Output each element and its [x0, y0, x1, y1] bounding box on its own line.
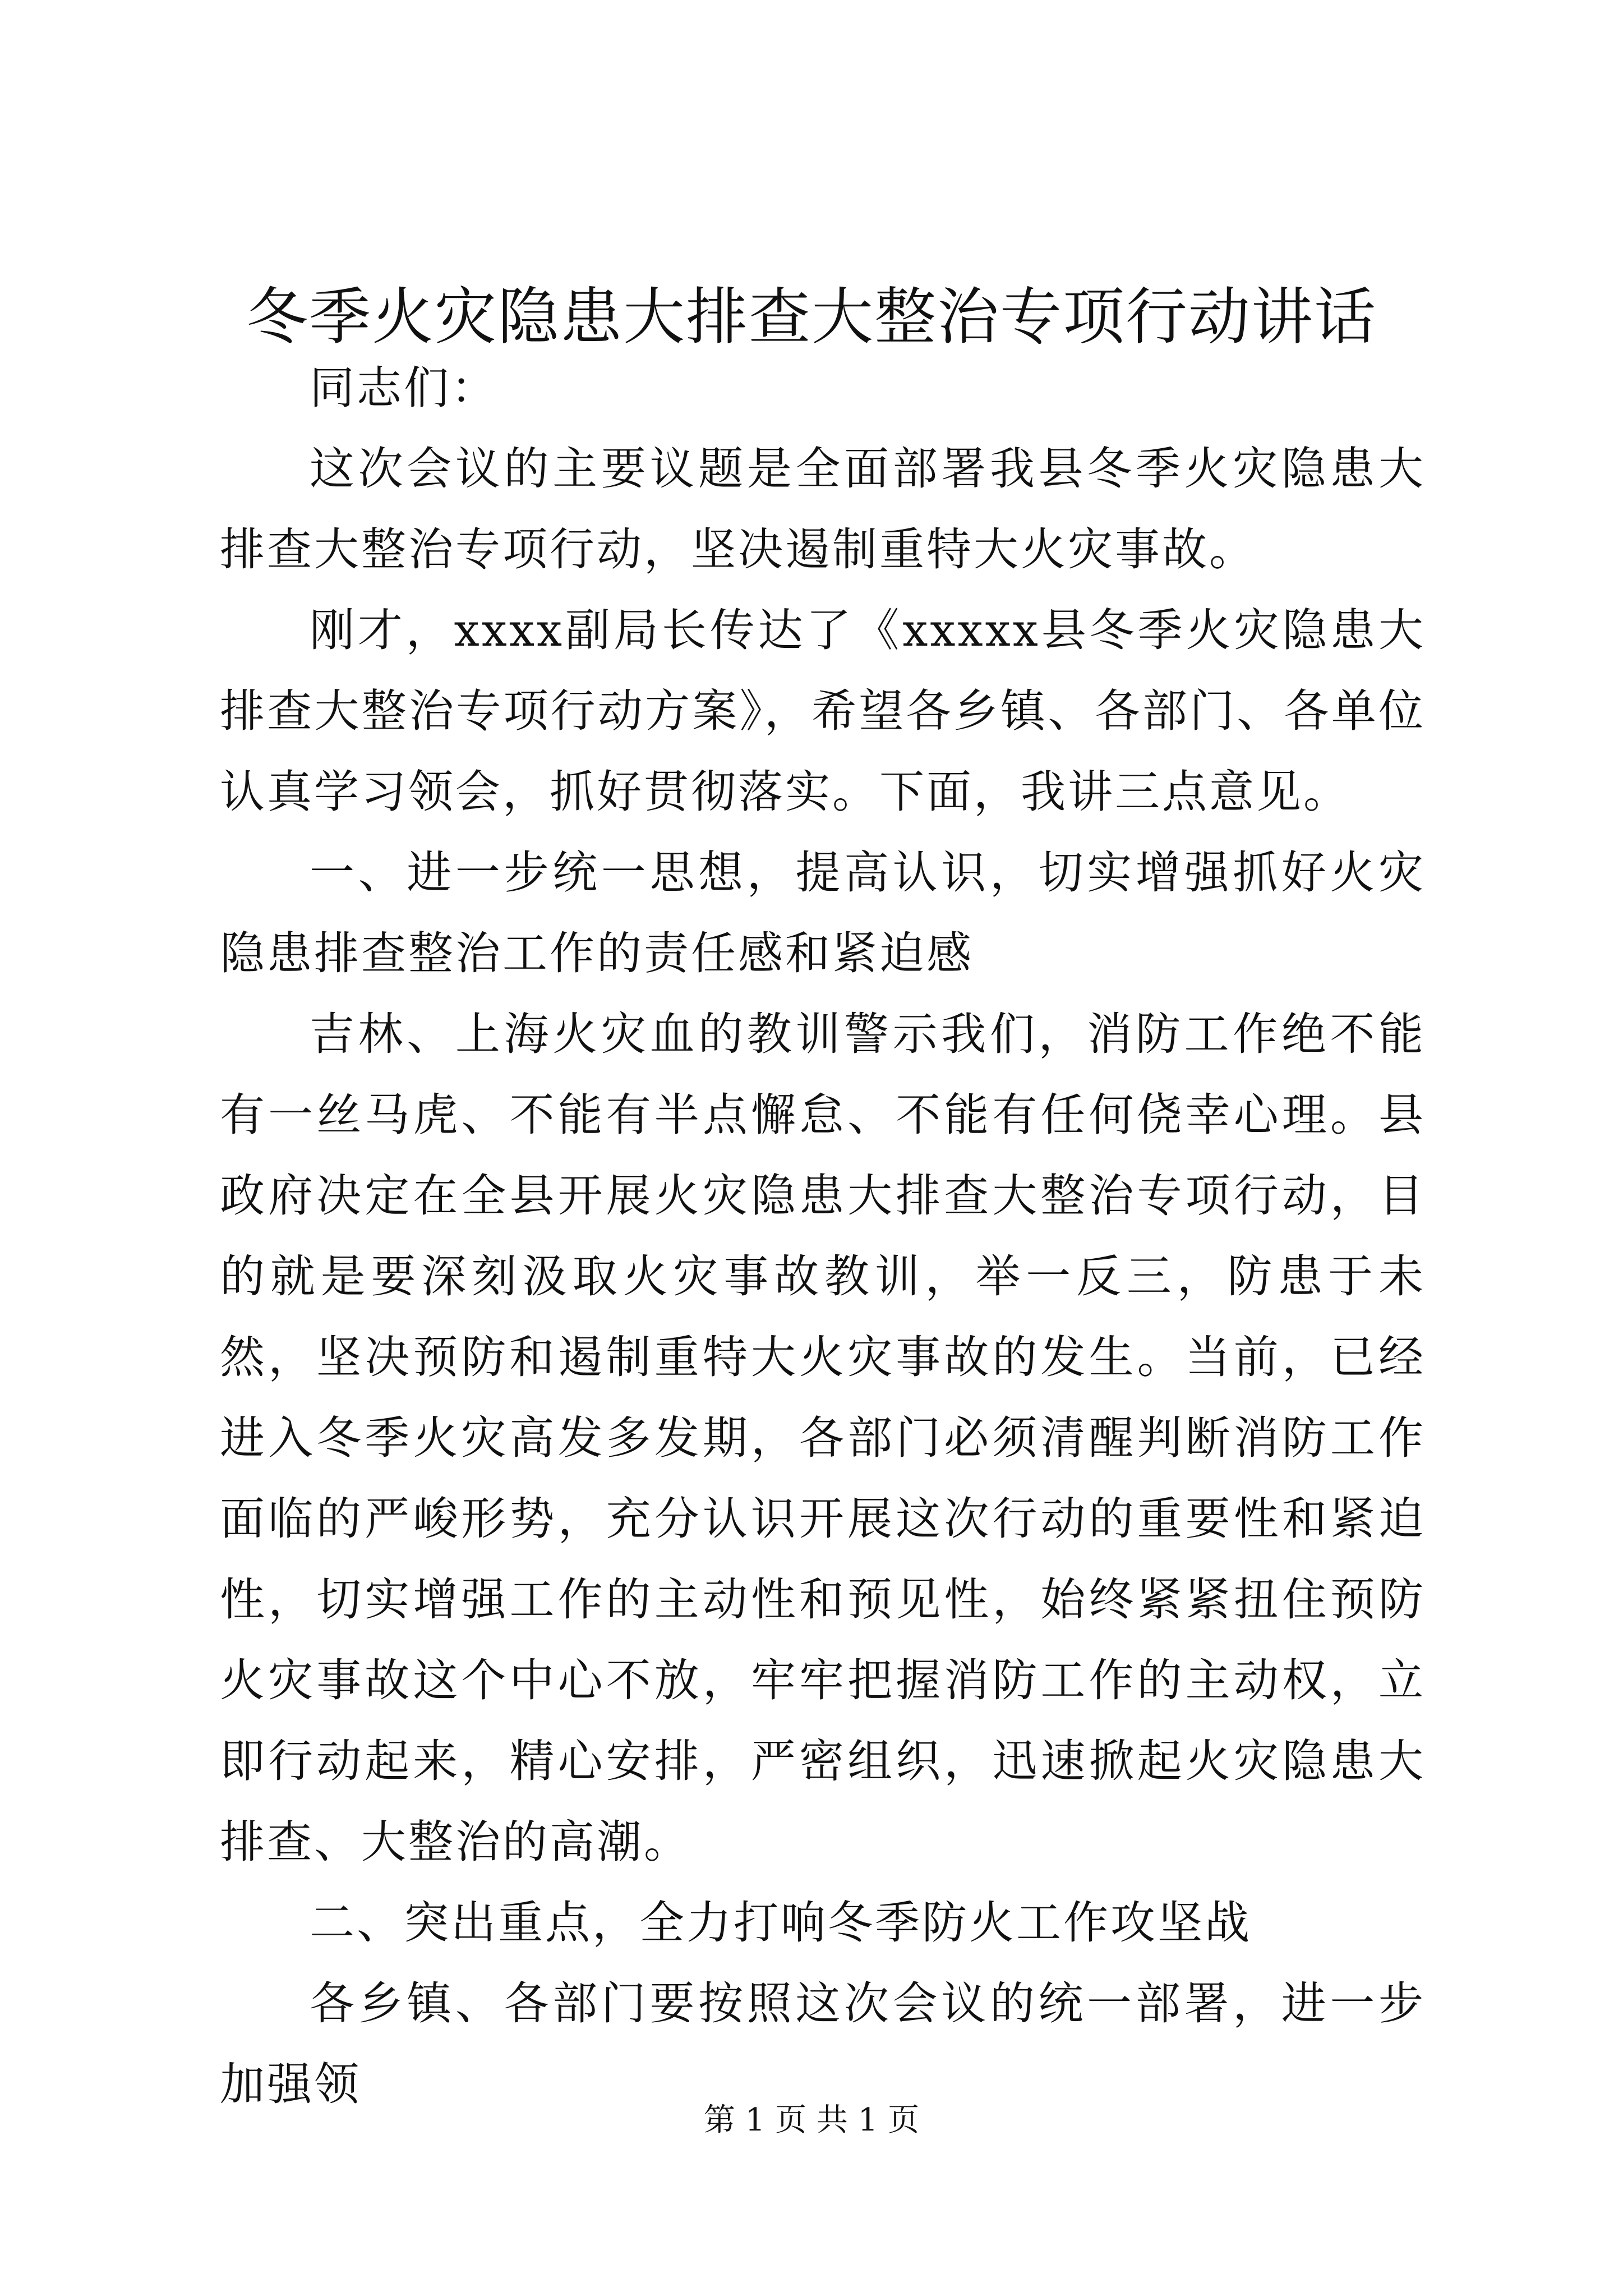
section-one-body-paragraph: 吉林、上海火灾血的教训警示我们，消防工作绝不能有一丝马虎、不能有半点懈怠、不能有任何侥幸心理。县政府决定在全县开展火灾隐患大排查大整治专项行动，目的就是要深刻汲取火灾事故教训，举一反三，防患于未然，坚决预防和遏制重特大火灾事故的发生。当前，已经进入冬季火灾高发多发期，各部门必须清醒判断消防工作面临的严峻形势，充分认识开展这次行动的重要性和紧迫性，切实增强工作的主动性和预见性，始终紧紧扭住预防火灾事故这个中心不放，牢牢把握消防工作的主动权，立即行动起来，精心安排，严密组织，迅速掀起火灾隐患大排查、大整治的高潮。 — [220, 1008, 1426, 1868]
document-body — [220, 348, 1426, 2125]
meeting-topic-paragraph: 这次会议的主要议题是全面部署我县冬季火灾隐患大排查大整治专项行动，坚决遏制重特大火灾事故。 — [220, 443, 1426, 576]
section-two-body-paragraph: 各乡镇、各部门要按照这次会议的统一部署，进一步加强领 — [220, 1977, 1426, 2110]
document-title: 冬季火灾隐患大排查大整治专项行动讲话 — [246, 281, 1377, 353]
section-one-heading: 一、进一步统一思想，提高认识，切实增强抓好火灾隐患排查整治工作的责任感和紧迫感 — [220, 846, 1426, 979]
section-two-heading: 二、突出重点，全力打响冬季防火工作攻坚战 — [310, 1897, 1252, 1949]
page-footer: 第 1 页 共 1 页 — [703, 2102, 920, 2138]
plan-announcement-paragraph: 刚才，xxxx副局长传达了《xxxxx县冬季火灾隐患大排查大整治专项行动方案》，希望各乡镇、各部门、各单位认真学习领会，抓好贯彻落实。下面，我讲三点意见。 — [220, 604, 1426, 818]
salutation-paragraph: 同志们： — [310, 362, 498, 414]
